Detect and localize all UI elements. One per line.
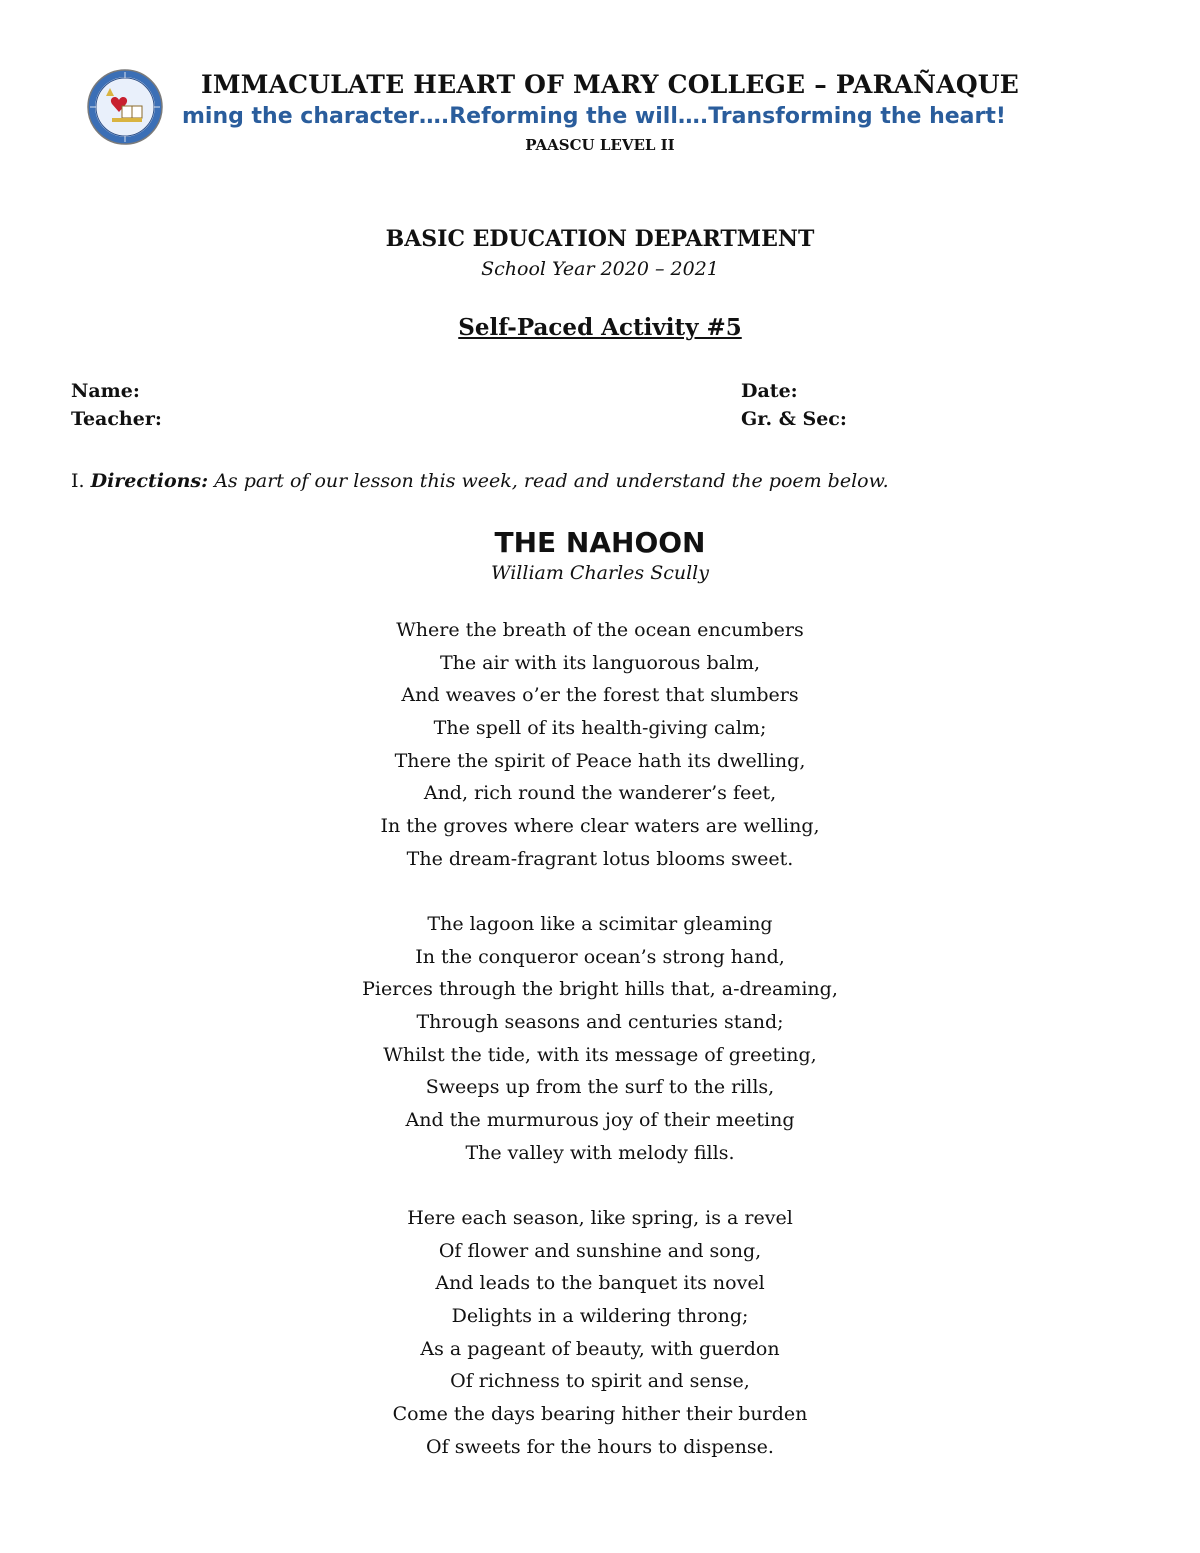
- poem-line: The lagoon like a scimitar gleaming: [427, 913, 773, 935]
- poem-line: Here each season, like spring, is a revel: [407, 1207, 793, 1229]
- grade-section-label: Gr. & Sec:: [741, 408, 847, 430]
- date-label: Date:: [741, 380, 798, 402]
- poem-line: Where the breath of the ocean encumbers: [396, 619, 804, 641]
- poem-line: Sweeps up from the surf to the rills,: [425, 1076, 775, 1099]
- poem-line: And the murmurous joy of their meeting: [405, 1109, 795, 1132]
- poem-line: And, rich round the wanderer’s feet,: [423, 782, 777, 805]
- poem-line: And leads to the banquet its novel: [435, 1272, 765, 1295]
- poem-line: There the spirit of Peace hath its dwelling,: [394, 749, 806, 772]
- directions-text: As part of our lesson this week, read and understand the poem below.: [214, 470, 889, 492]
- activity-title: Self-Paced Activity #5: [458, 314, 742, 341]
- department-name: BASIC EDUCATION DEPARTMENT: [385, 226, 815, 252]
- poem-line: Pierces through the bright hills that, a-dreaming,: [362, 978, 838, 1001]
- directions: [71, 470, 1131, 492]
- poem-line: Through seasons and centuries stand;: [416, 1011, 784, 1034]
- poem-line: In the groves where clear waters are welling,: [380, 815, 820, 838]
- poem-line: Come the days bearing hither their burden: [392, 1403, 808, 1426]
- poem-line: The spell of its health-giving calm;: [433, 717, 767, 740]
- poem-line: Whilst the tide, with its message of greeting,: [383, 1043, 817, 1066]
- poem-line: As a pageant of beauty, with guerdon: [420, 1337, 780, 1360]
- poem-line: The dream-fragrant lotus blooms sweet.: [406, 847, 794, 870]
- poem-line: Of sweets for the hours to dispense.: [426, 1435, 774, 1458]
- poem-line: In the conqueror ocean’s strong hand,: [415, 945, 785, 968]
- directions-label: Directions:: [90, 470, 209, 492]
- school-tagline: ming the character….Reforming the will….Transforming the heart!: [182, 104, 1006, 129]
- poem-title: THE NAHOON: [494, 526, 706, 559]
- poem-line: Of richness to spirit and sense,: [450, 1370, 750, 1393]
- poem-stanza-1: [0, 614, 1200, 876]
- school-year: School Year 2020 – 2021: [481, 258, 719, 280]
- name-label: Name:: [71, 380, 140, 402]
- accreditation-level: PAASCU LEVEL II: [525, 136, 675, 154]
- school-name: IMMACULATE HEART OF MARY COLLEGE – PARAÑAQUE: [200, 70, 1020, 99]
- poem-line: The valley with melody fills.: [465, 1141, 735, 1164]
- teacher-label: Teacher:: [71, 408, 162, 430]
- poem-line: The air with its languorous balm,: [439, 651, 761, 674]
- poem-stanza-2: [0, 908, 1200, 1170]
- poem-line: Of flower and sunshine and song,: [438, 1239, 762, 1262]
- poem-line: Delights in a wildering throng;: [451, 1305, 749, 1328]
- poem-author: William Charles Scully: [491, 562, 709, 584]
- directions-number: I.: [71, 470, 85, 492]
- school-seal-icon: [72, 68, 178, 146]
- poem-stanza-3: [0, 1202, 1200, 1464]
- poem-line: And weaves o’er the forest that slumbers: [401, 684, 799, 707]
